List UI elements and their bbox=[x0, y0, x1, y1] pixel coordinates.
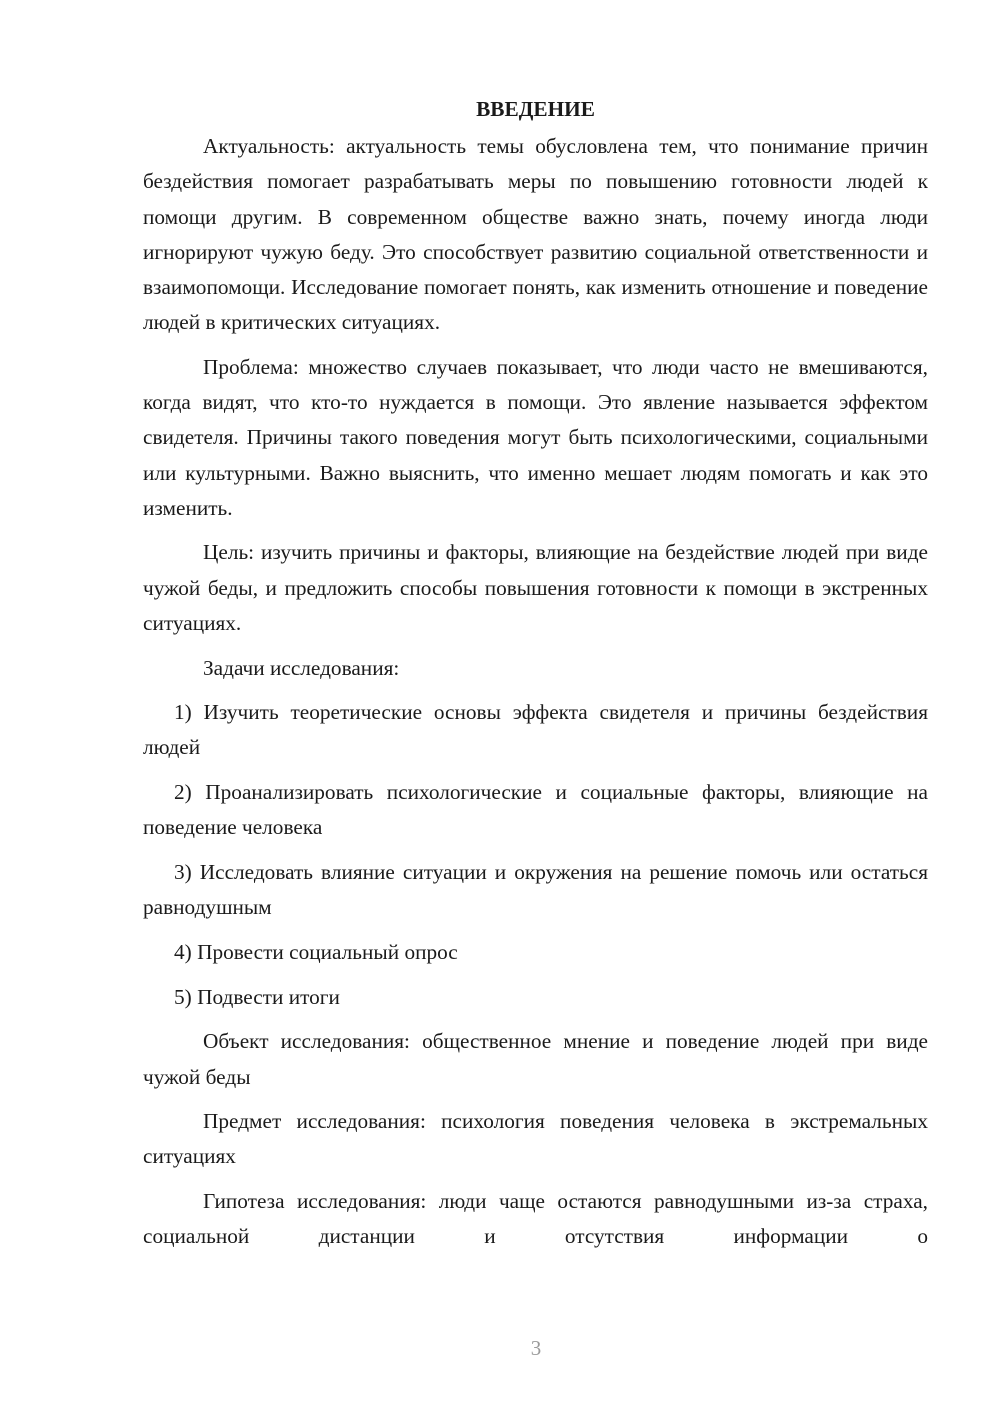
page-number: 3 bbox=[530, 1336, 542, 1360]
task-item-5: 5) Подвести итоги bbox=[174, 984, 340, 1009]
task-item-4: 4) Провести социальный опрос bbox=[174, 939, 458, 964]
tasks-heading: Задачи исследования: bbox=[203, 655, 400, 680]
task-item-1: 1) Изучить теоретические основы эффекта свидетеля и причины бездействия людей bbox=[143, 700, 928, 760]
object-paragraph: Объект исследования: общественное мнение и поведение людей при виде чужой беды bbox=[143, 1029, 928, 1089]
task-item-2: 2) Проанализировать психологические и социальные факторы, влияющие на поведение человека bbox=[143, 780, 928, 840]
hypothesis-paragraph: Гипотеза исследования: люди чаще остаются равнодушными из-за страха, социальной дистанции и отсутствия информации о bbox=[143, 1189, 928, 1249]
relevance-paragraph: Актуальность: актуальность темы обусловлена тем, что понимание причин бездействия помогает разрабатывать меры по повышению готовности людей к помощи другим. В современном обществе важно знать, почему иногда люди игнорируют чужую беду. Это способствует развитию социальной ответственности и взаимопомощи. Исследование помогает понять, как изменить отношение и поведение людей в критических ситуациях. bbox=[143, 134, 928, 335]
page-title: ВВЕДЕНИЕ bbox=[476, 97, 595, 121]
subject-paragraph: Предмет исследования: психология поведения человека в экстремальных ситуациях bbox=[143, 1109, 928, 1169]
problem-paragraph: Проблема: множество случаев показывает, что люди часто не вмешиваются, когда видят, что кто-то нуждается в помощи. Это явление называется эффектом свидетеля. Причины такого поведения могут быть психологическими, социальными или культурными. Важно выяснить, что именно мешает людям помогать и как это изменить. bbox=[143, 354, 928, 520]
goal-paragraph: Цель: изучить причины и факторы, влияющие на бездействие людей при виде чужой беды, и предложить способы повышения готовности к помощи в экстренных ситуациях. bbox=[143, 540, 928, 635]
page-content bbox=[143, 92, 928, 1255]
task-item-3: 3) Исследовать влияние ситуации и окружения на решение помочь или остаться равнодушным bbox=[143, 860, 928, 920]
